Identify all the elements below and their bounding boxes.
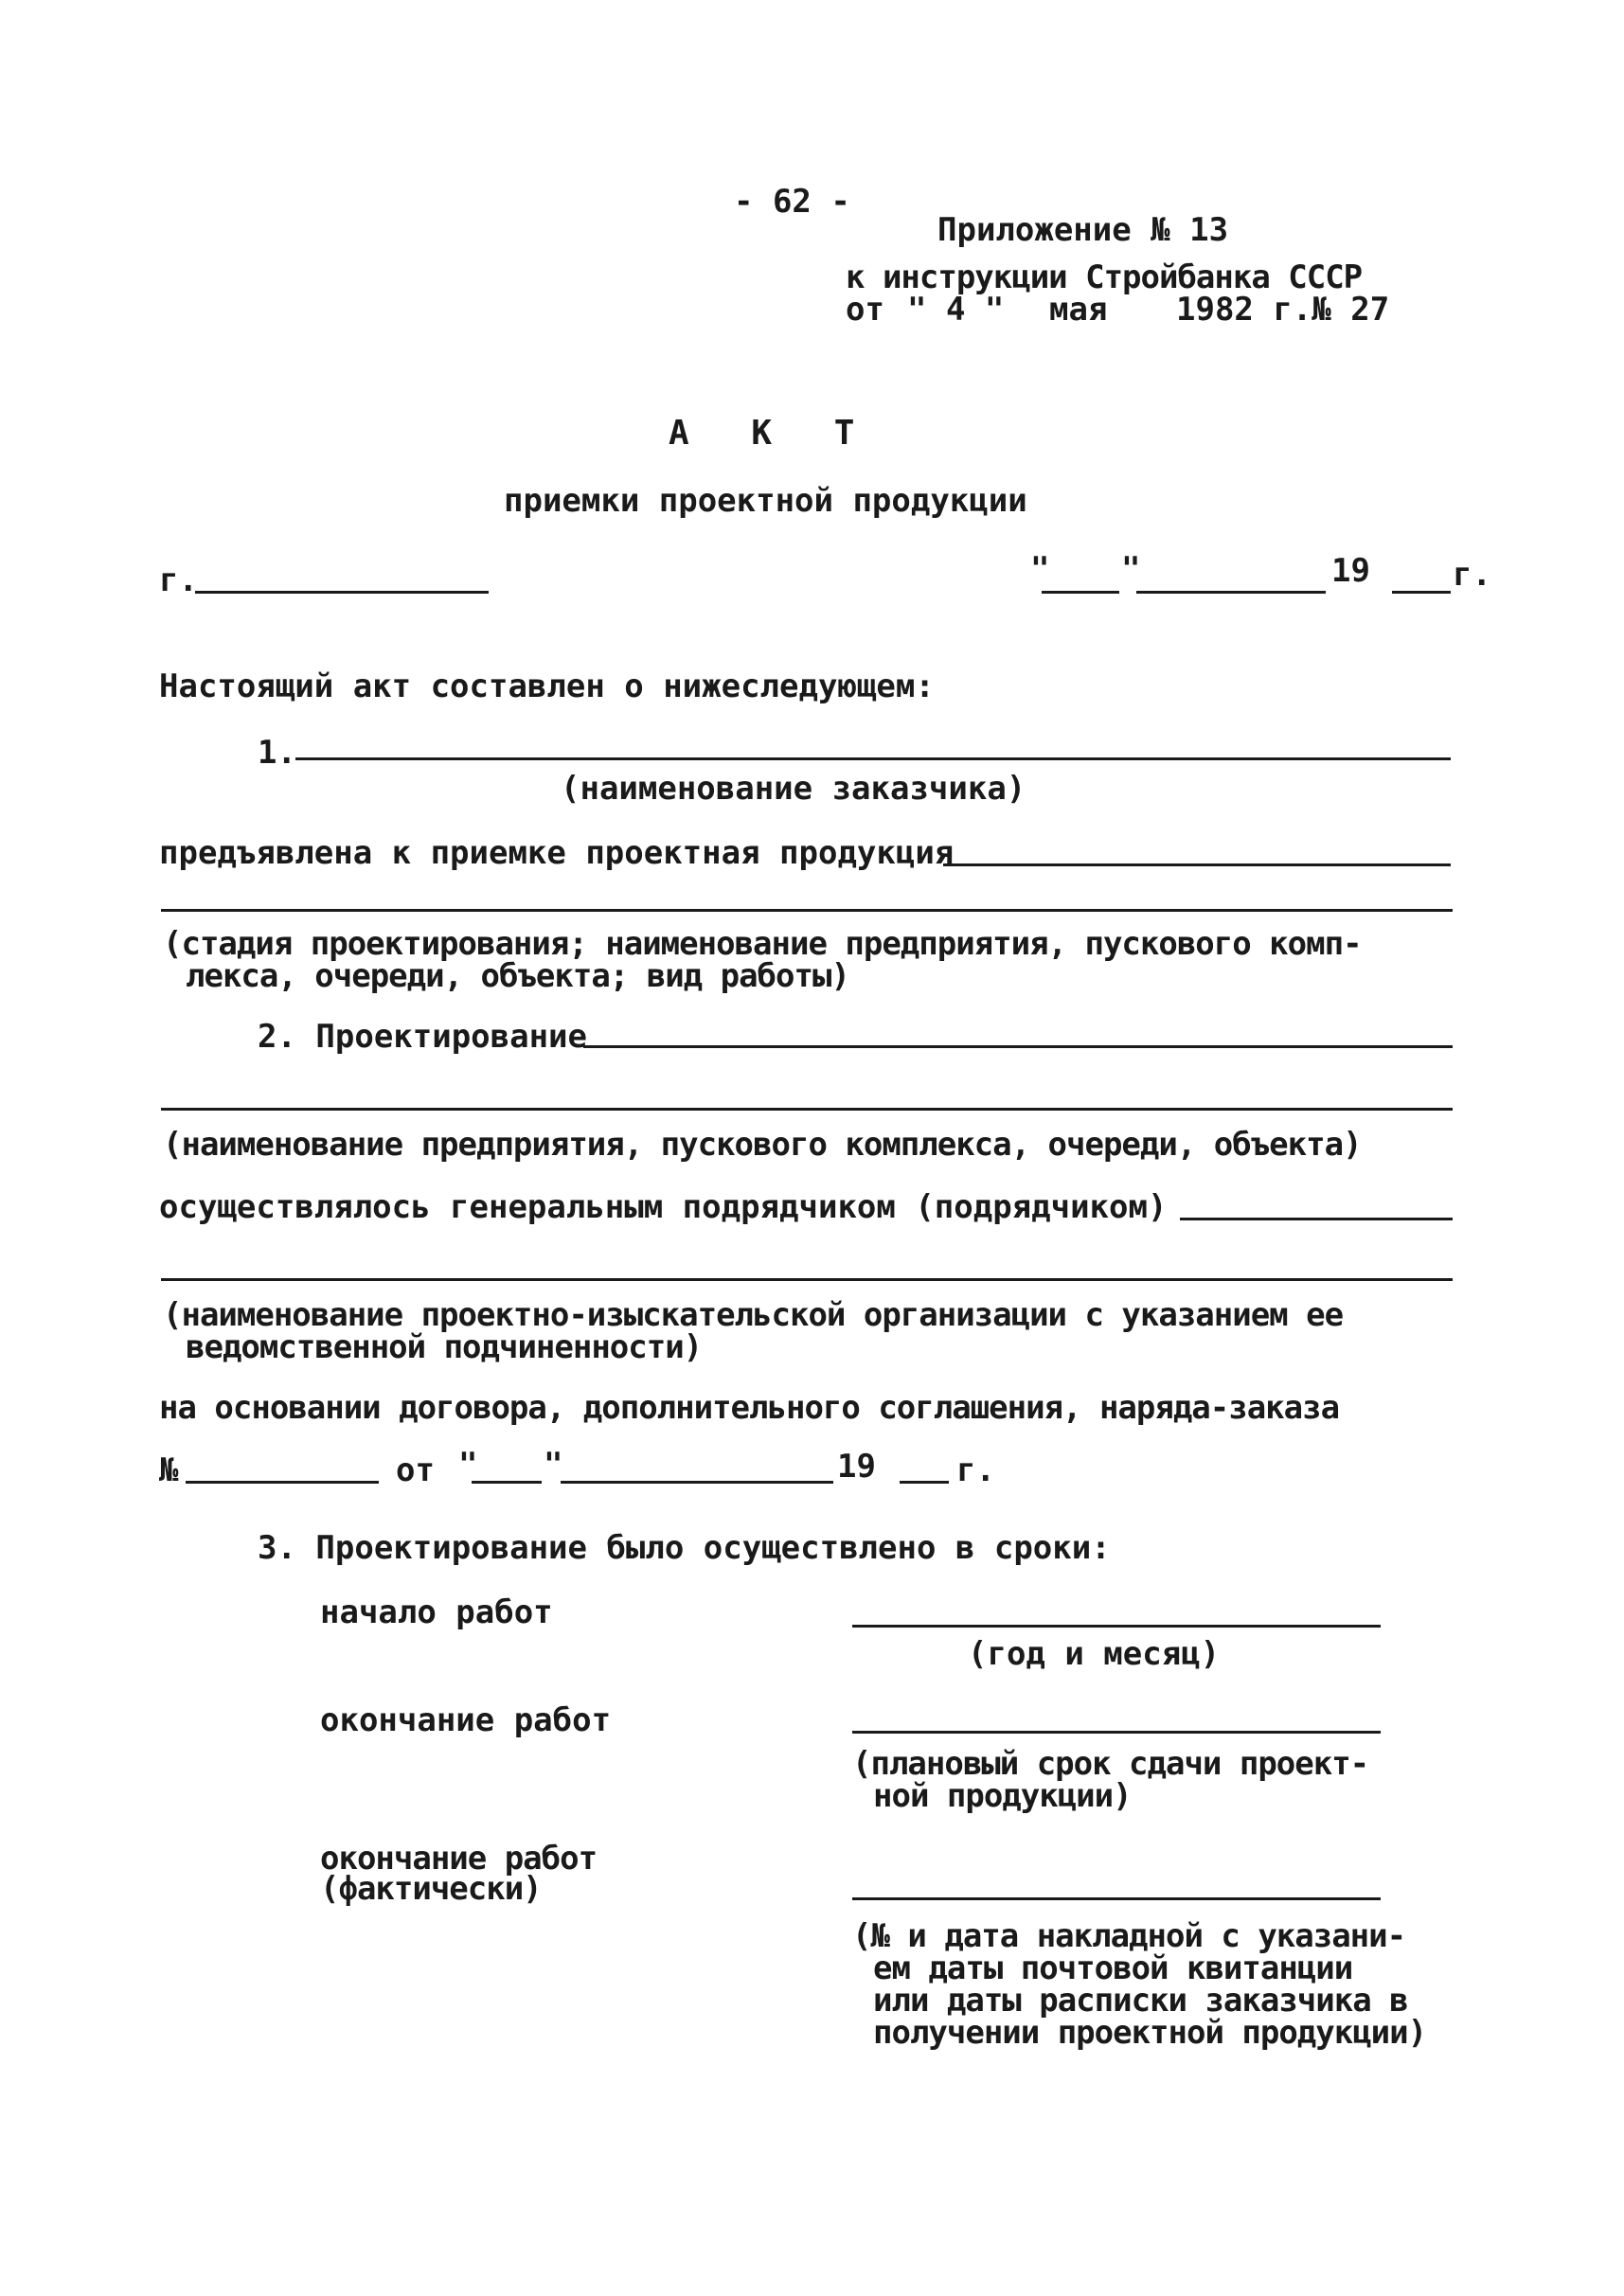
stage-caption-line2: лекса, очереди, объекта; вид работы)	[186, 957, 849, 995]
presented-field[interactable]	[943, 863, 1451, 866]
item2-label: 2. Проектирование	[258, 1018, 587, 1056]
city-prefix: г.	[159, 561, 198, 599]
contract-from-label: от	[396, 1451, 435, 1489]
contract-day-field[interactable]	[472, 1481, 542, 1484]
contract-number-field[interactable]	[186, 1481, 379, 1484]
end-actual-caption-line1: (№ и дата накладной с указани-	[852, 1917, 1406, 1955]
stage-caption-line1: (стадия проектирования; наименование предприятия, пускового комп-	[163, 925, 1362, 963]
instruction-label: к инструкции Стройбанка СССР	[846, 258, 1363, 296]
item1-number: 1.	[258, 734, 296, 772]
start-field[interactable]	[852, 1625, 1381, 1628]
page-number: - 62 -	[734, 183, 850, 221]
end-actual-caption-line4: получении проектной продукции)	[873, 2014, 1427, 2052]
day-field[interactable]	[1042, 591, 1119, 594]
intro-text: Настоящий акт составлен о нижеследующем:	[159, 667, 935, 705]
terms-heading: 3. Проектирование было осуществлено в сроки:	[258, 1529, 1111, 1567]
contract-basis-label: на основании договора, дополнительного соглашения, наряда-заказа	[159, 1389, 1340, 1427]
document-subtitle: приемки проектной продукции	[504, 482, 1027, 520]
appendix-label: Приложение № 13	[937, 211, 1229, 249]
document-title: А К Т	[669, 414, 876, 453]
contractor-label: осуществлялось генеральным подрядчиком (подрядчиком)	[159, 1188, 1168, 1226]
day-quote-close: "	[1121, 550, 1141, 588]
design-object-field[interactable]	[583, 1045, 1453, 1048]
contract-year-field[interactable]	[900, 1481, 949, 1484]
month-field[interactable]	[1136, 591, 1326, 594]
org-caption-line2: ведомственной подчиненности)	[186, 1328, 703, 1366]
contractor-field[interactable]	[1180, 1218, 1453, 1220]
customer-caption: (наименование заказчика)	[561, 770, 1026, 808]
end-actual-label-line1: окончание работ	[320, 1840, 598, 1878]
end-planned-caption-line2: ной продукции)	[873, 1777, 1132, 1815]
contract-year-prefix: 19	[837, 1448, 876, 1486]
end-actual-label-line2: (фактически)	[320, 1870, 542, 1908]
end-actual-field[interactable]	[852, 1897, 1381, 1900]
year-prefix: 19	[1331, 552, 1370, 590]
customer-field[interactable]	[295, 757, 1451, 760]
contractor-field-line2[interactable]	[161, 1278, 1453, 1281]
year-field[interactable]	[1392, 591, 1451, 594]
presented-label: предъявлена к приемке проектная продукция	[159, 834, 955, 872]
start-label: начало работ	[320, 1593, 553, 1631]
instruction-date-month: мая	[1049, 291, 1108, 329]
org-caption-line1: (наименование проектно-изыскательской организации с указанием ее	[163, 1296, 1344, 1334]
city-field[interactable]	[195, 591, 489, 594]
enterprise-caption: (наименование предприятия, пускового комплекса, очереди, объекта)	[163, 1126, 1362, 1164]
end-actual-caption-line3: или даты расписки заказчика в	[873, 1982, 1408, 2020]
design-object-field-line2[interactable]	[161, 1108, 1453, 1111]
instruction-date-year: 1982 г.№ 27	[1176, 291, 1390, 329]
contract-quote-open: "	[458, 1446, 478, 1484]
end-planned-field[interactable]	[852, 1731, 1381, 1734]
end-planned-label: окончание работ	[320, 1701, 612, 1739]
end-planned-caption-line1: (плановый срок сдачи проект-	[852, 1745, 1369, 1783]
instruction-date-prefix: от	[846, 291, 884, 329]
year-suffix: г.	[1453, 556, 1491, 594]
contract-year-suffix: г.	[956, 1451, 995, 1489]
contract-quote-close: "	[544, 1446, 563, 1484]
contract-no-sign: №	[159, 1451, 179, 1489]
instruction-date-day: " 4 "	[907, 291, 1005, 329]
presented-field-line2[interactable]	[161, 909, 1453, 912]
end-actual-caption-line2: ем даты почтовой квитанции	[873, 1949, 1353, 1987]
day-quote-open: "	[1030, 550, 1050, 588]
contract-month-field[interactable]	[561, 1481, 833, 1484]
start-caption: (год и месяц)	[968, 1635, 1221, 1673]
